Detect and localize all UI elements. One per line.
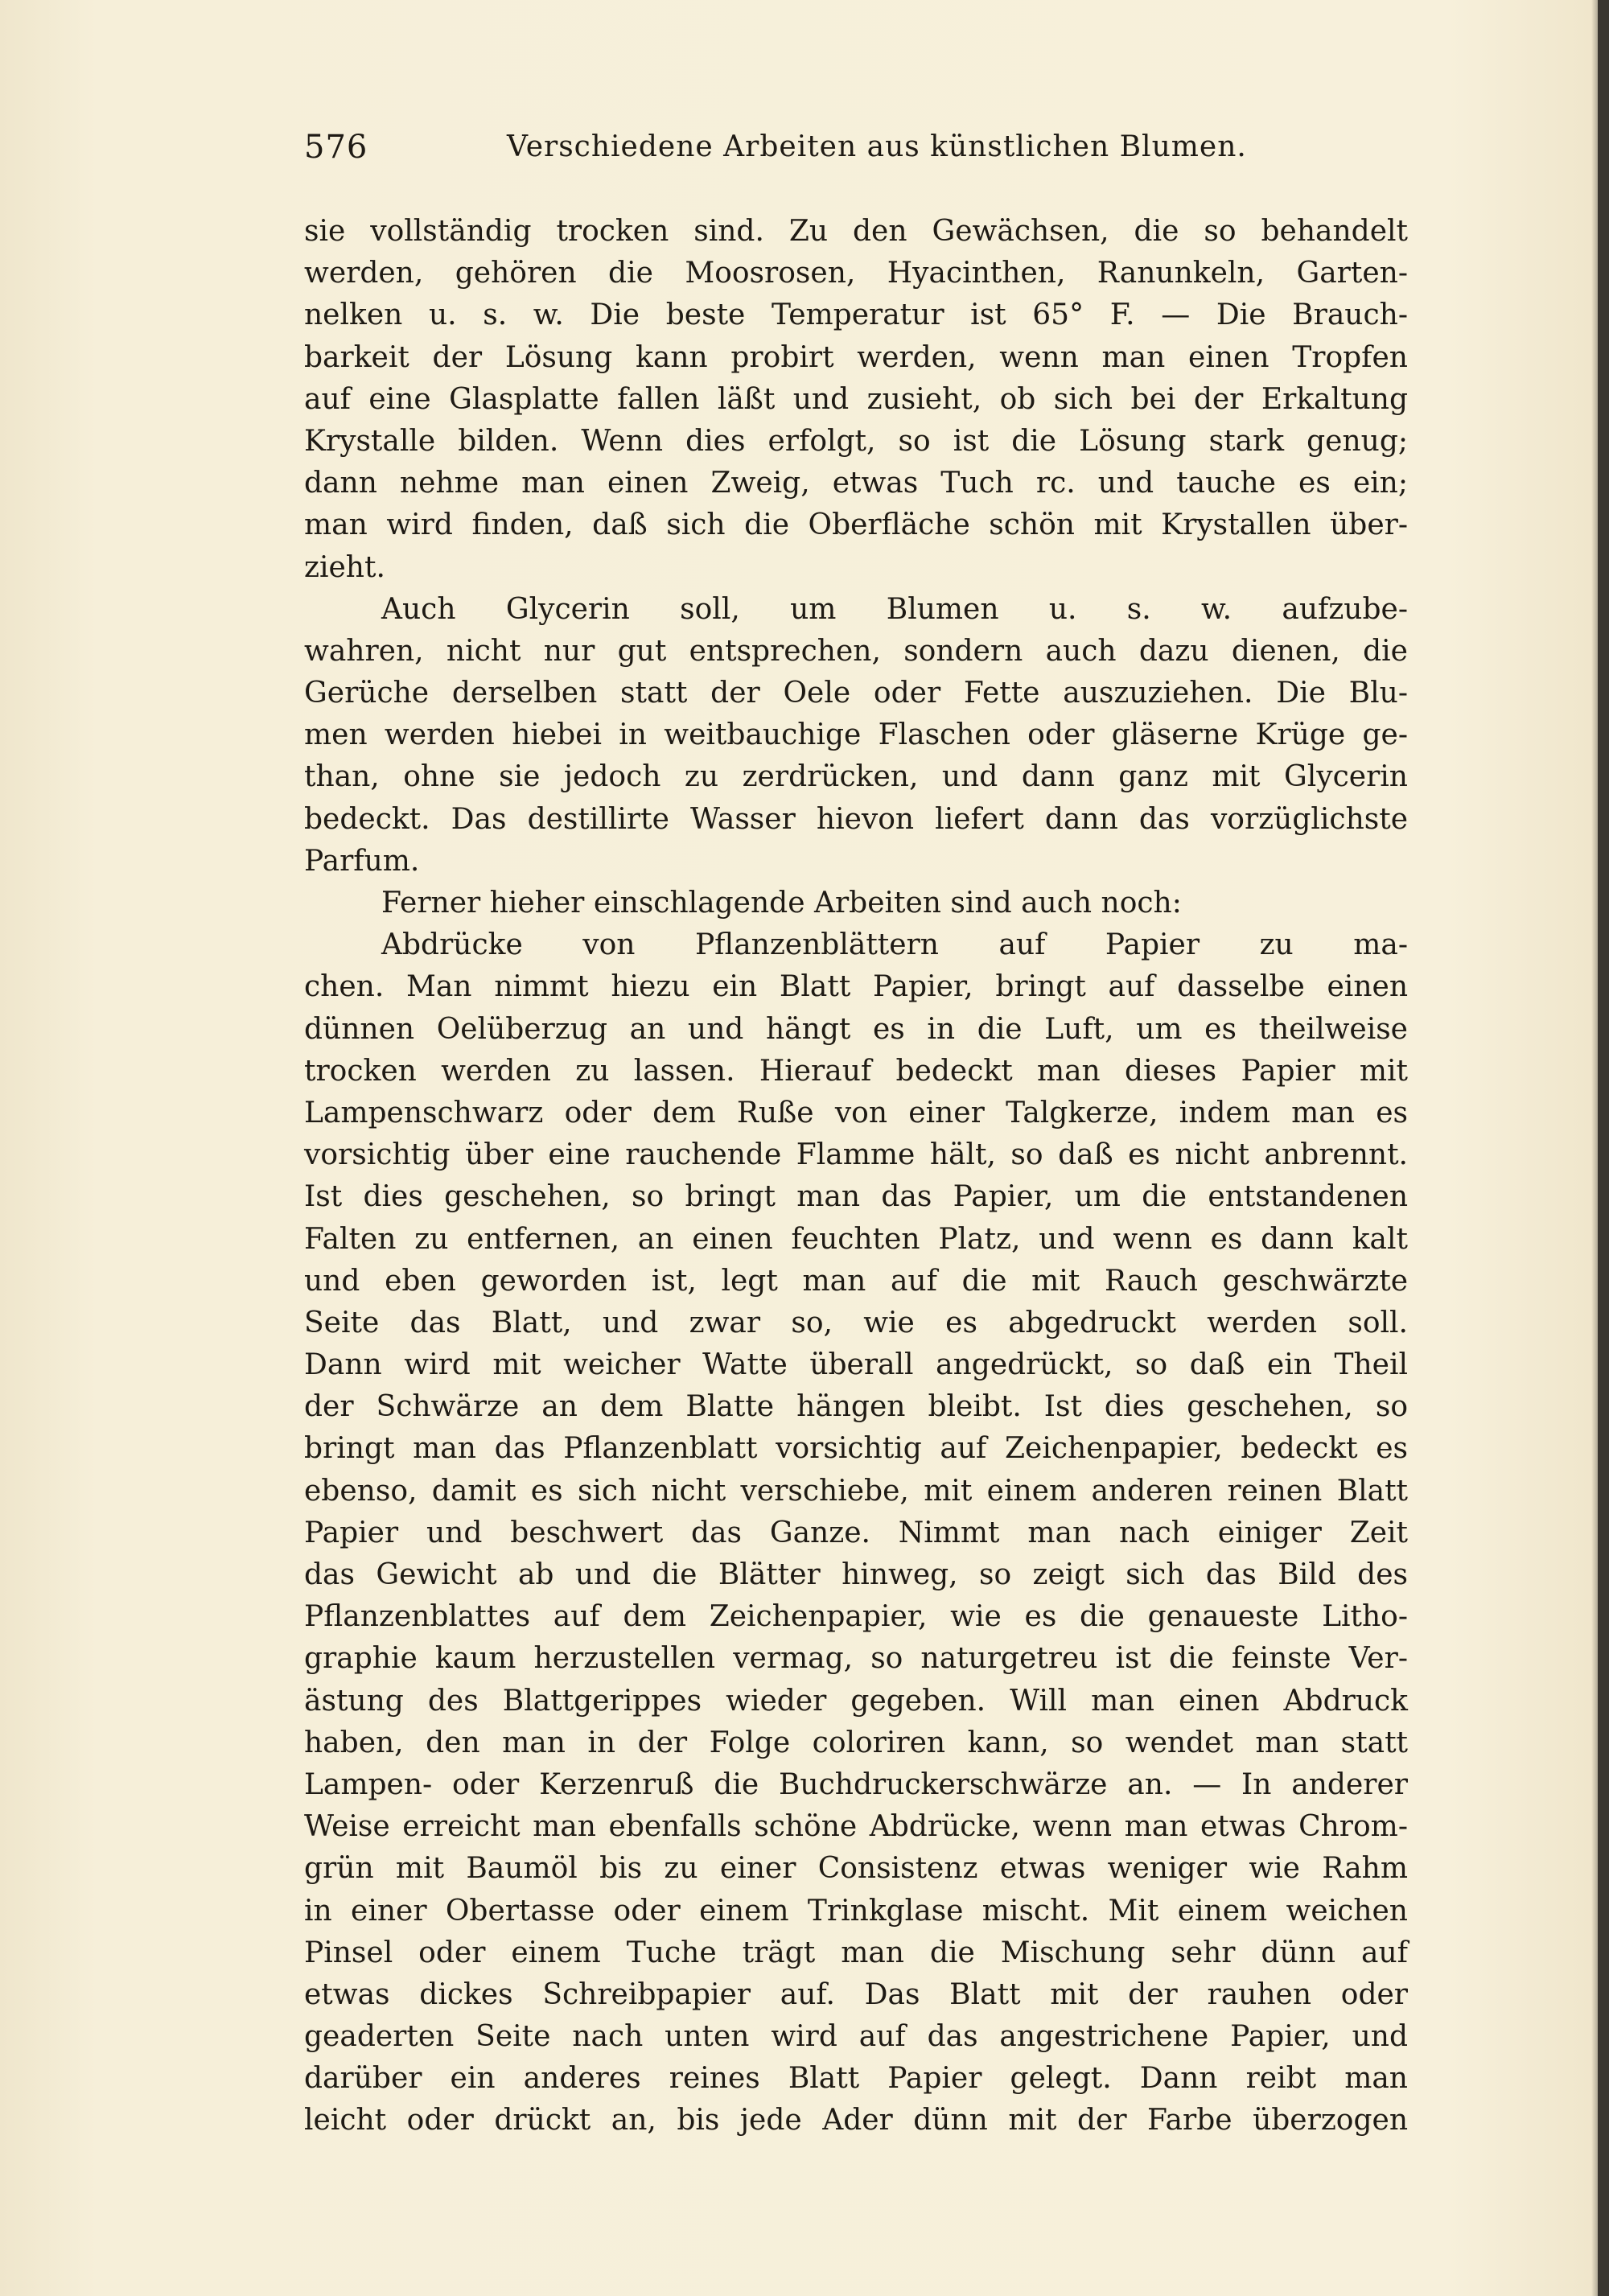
text-line: dünnen Oelüberzug an und hängt es in die Luft, um es theilweise <box>304 1012 1408 1046</box>
text-line: haben, den man in der Folge coloriren kann, so wendet man statt <box>304 1726 1408 1759</box>
text-line: than, ohne sie jedoch zu zerdrücken, und dann ganz mit Glycerin <box>304 760 1408 794</box>
text-line: dann nehme man einen Zweig, etwas Tuch rc. und tauche es ein; <box>304 467 1408 500</box>
text-line: Papier und beschwert das Ganze. Nimmt man nach einiger Zeit <box>304 1516 1408 1549</box>
text-line: darüber ein anderes reines Blatt Papier gelegt. Dann reibt man <box>304 2062 1408 2096</box>
text-line: Lampenschwarz oder dem Ruße von einer Talgkerze, indem man es <box>304 1096 1408 1129</box>
text-line: Falten zu entfernen, an einen feuchten Platz, und wenn es dann kalt <box>304 1222 1408 1256</box>
text-line: ebenso, damit es sich nicht verschiebe, mit einem anderen reinen Blatt <box>304 1474 1408 1508</box>
text-line: Seite das Blatt, und zwar so, wie es abgedruckt werden soll. <box>304 1306 1408 1339</box>
text-line: Krystalle bilden. Wenn dies erfolgt, so ist die Lösung stark genug; <box>304 424 1408 458</box>
text-line: chen. Man nimmt hiezu ein Blatt Papier, bringt auf dasselbe einen <box>304 970 1408 1004</box>
text-line: Gerüche derselben statt der Oele oder Fette auszuziehen. Die Blu- <box>304 677 1408 710</box>
text-line: Lampen- oder Kerzenruß die Buchdruckerschwärze an. — In anderer <box>304 1767 1408 1801</box>
book-binding-edge <box>1598 0 1609 2296</box>
text-line: Parfum. <box>304 844 420 878</box>
text-line: ästung des Blattgerippes wieder gegeben. Will man einen Abdruck <box>304 1684 1408 1718</box>
text-line: vorsichtig über eine rauchende Flamme hält, so daß es nicht anbrennt. <box>304 1138 1408 1172</box>
body-text <box>304 211 1408 2142</box>
text-line-heading: Auch Glycerin soll, um Blumen u. s. w. aufzube- <box>381 592 1408 626</box>
text-line: trocken werden zu lassen. Hierauf bedeckt man dieses Papier mit <box>304 1054 1408 1088</box>
text-line: nelken u. s. w. Die beste Temperatur ist 65° F. — Die Brauch- <box>304 298 1408 332</box>
text-line: Dann wird mit weicher Watte überall angedrückt, so daß ein Theil <box>304 1348 1408 1382</box>
text-line: und eben geworden ist, legt man auf die mit Rauch geschwärzte <box>304 1264 1408 1298</box>
text-line: Ferner hieher einschlagende Arbeiten sind auch noch: <box>381 887 1182 920</box>
text-line: sie vollständig trocken sind. Zu den Gewächsen, die so behandelt <box>304 215 1408 248</box>
text-line: in einer Obertasse oder einem Trinkglase mischt. Mit einem weichen <box>304 1894 1408 1928</box>
text-line: Weise erreicht man ebenfalls schöne Abdrücke, wenn man etwas Chrom- <box>304 1810 1408 1844</box>
text-line: men werden hiebei in weitbauchige Flaschen oder gläserne Krüge ge- <box>304 718 1408 752</box>
text-line: der Schwärze an dem Blatte hängen bleibt. Ist dies geschehen, so <box>304 1390 1408 1424</box>
text-line: bedeckt. Das destillirte Wasser hievon liefert dann das vorzüglichste <box>304 802 1408 836</box>
text-line: man wird finden, daß sich die Oberfläche schön mit Krystallen über- <box>304 508 1408 542</box>
text-line: zieht. <box>304 550 385 584</box>
text-line: geaderten Seite nach unten wird auf das angestrichene Papier, und <box>304 2020 1408 2054</box>
text-line: Pinsel oder einem Tuche trägt man die Mischung sehr dünn auf <box>304 1936 1408 1969</box>
text-line: das Gewicht ab und die Blätter hinweg, so zeigt sich das Bild des <box>304 1558 1408 1591</box>
text-line: auf eine Glasplatte fallen läßt und zusieht, ob sich bei der Erkaltung <box>304 382 1408 416</box>
text-line: bringt man das Pflanzenblatt vorsichtig auf Zeichenpapier, bedeckt es <box>304 1432 1408 1466</box>
text-line: wahren, nicht nur gut entsprechen, sondern auch dazu dienen, die <box>304 634 1408 668</box>
text-line: Pflanzenblattes auf dem Zeichenpapier, wie es die genaueste Litho- <box>304 1600 1408 1634</box>
running-title: Verschiedene Arbeiten aus künstlichen Blumen. <box>507 130 1247 163</box>
text-line: etwas dickes Schreibpapier auf. Das Blatt mit der rauhen oder <box>304 1977 1408 2011</box>
text-line: leicht oder drückt an, bis jede Ader dünn mit der Farbe überzogen <box>304 2104 1408 2138</box>
page-header <box>304 129 1408 177</box>
text-line: barkeit der Lösung kann probirt werden, wenn man einen Tropfen <box>304 340 1408 374</box>
text-line: Ist dies geschehen, so bringt man das Papier, um die entstandenen <box>304 1180 1408 1214</box>
text-line: werden, gehören die Moosrosen, Hyacinthen, Ranunkeln, Garten- <box>304 257 1408 290</box>
text-line: graphie kaum herzustellen vermag, so naturgetreu ist die feinste Ver- <box>304 1642 1408 1676</box>
page-number: 576 <box>304 129 368 166</box>
text-line: grün mit Baumöl bis zu einer Consistenz etwas weniger wie Rahm <box>304 1852 1408 1886</box>
text-line-heading: Abdrücke von Pflanzenblättern auf Papier zu ma- <box>381 928 1408 962</box>
